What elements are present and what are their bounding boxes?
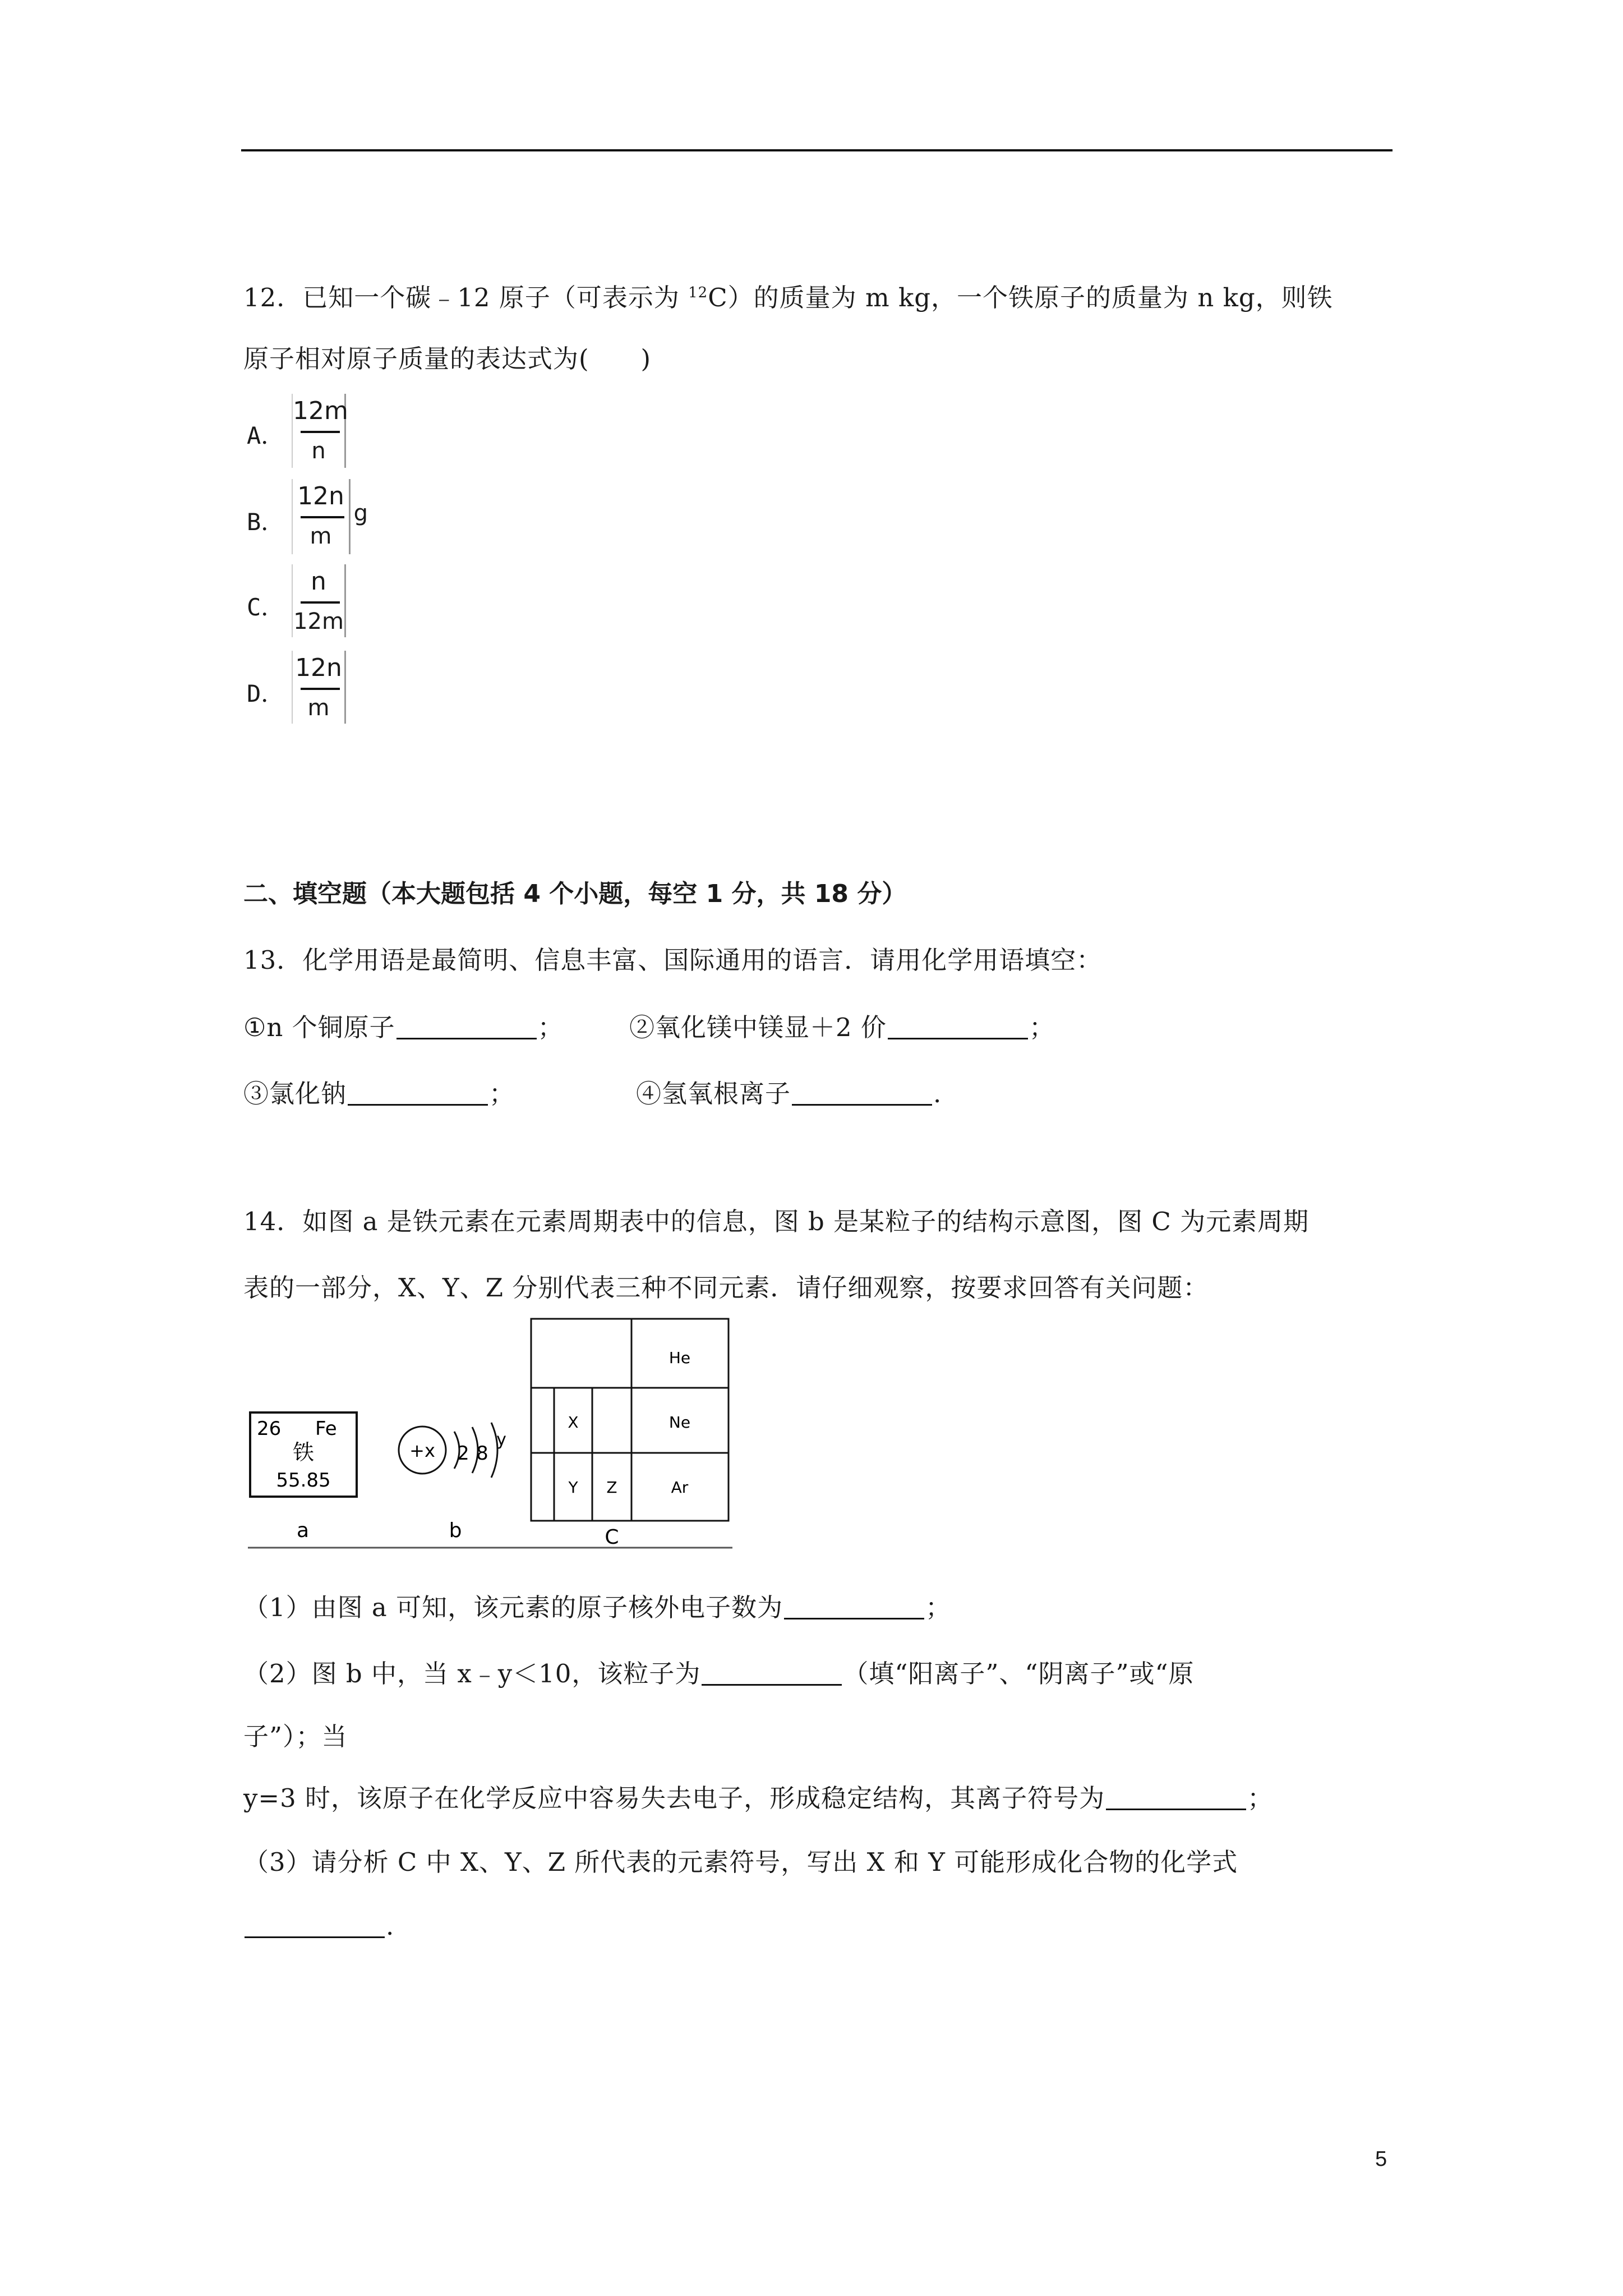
- q14-sub3-answer: .: [243, 1910, 394, 1943]
- answer-blank[interactable]: [792, 1079, 932, 1106]
- q13-intro: 13．化学用语是最简明、信息丰富、国际通用的语言．请用化学用语填空：: [243, 945, 1103, 975]
- answer-blank[interactable]: [348, 1079, 488, 1106]
- element-symbol: Fe: [315, 1418, 337, 1440]
- option-b-label[interactable]: B．: [247, 508, 285, 536]
- q14-sub1: （1）由图 a 可知，该元素的原子核外电子数为 ；: [243, 1593, 952, 1622]
- shell-electrons-2: 8: [476, 1442, 488, 1465]
- element-name: 铁: [292, 1440, 315, 1465]
- q14-sub2-line1: （2）图 b 中，当 x﹣y＜10，该粒子为 （填“阳离子”、“阴离子”或“原: [243, 1659, 1195, 1688]
- cell-y: Y: [568, 1478, 578, 1497]
- cell-ar: Ar: [671, 1478, 689, 1497]
- option-c-fraction: n 12m: [292, 564, 346, 637]
- page-number: 5: [1375, 2147, 1387, 2171]
- answer-blank[interactable]: [245, 1912, 385, 1938]
- q14-sub2-line3: y=3 时，该原子在化学反应中容易失去电子，形成稳定结构，其离子符号为 ；: [243, 1783, 1274, 1813]
- label-b: b: [449, 1519, 462, 1542]
- cell-x: X: [568, 1413, 579, 1432]
- atomic-number: 26: [257, 1418, 282, 1440]
- q14-line2: 表的一部分，X、Y、Z 分别代表三种不同元素．请仔细观察，按要求回答有关问题：: [243, 1273, 1209, 1303]
- q12-line2: 原子相对原子质量的表达式为( ): [243, 344, 652, 374]
- nuclear-charge: +x: [409, 1440, 435, 1461]
- q13-item4: ④氢氧根离子 .: [636, 1079, 942, 1108]
- cell-z: Z: [606, 1478, 617, 1497]
- q13-item3: ③氯化钠 ；: [243, 1079, 515, 1108]
- option-c-label[interactable]: C．: [247, 593, 285, 621]
- q14-sub3: （3）请分析 C 中 X、Y、Z 所代表的元素符号，写出 X 和 Y 可能形成化合物的化学式: [243, 1847, 1238, 1877]
- atomic-mass: 55.85: [276, 1469, 331, 1492]
- option-a-fraction: 12m n: [292, 394, 346, 468]
- shell-electrons-1: 2: [457, 1442, 469, 1465]
- q14-line1: 14．如图 a 是铁元素在元素周期表中的信息，图 b 是某粒子的结构示意图，图 C 为元素周期: [243, 1207, 1310, 1236]
- section-heading: 二、填空题（本大题包括 4 个小题，每空 1 分，共 18 分）: [243, 880, 907, 908]
- periodic-figure: [247, 1313, 735, 1551]
- answer-blank[interactable]: [888, 1013, 1028, 1039]
- answer-blank[interactable]: [702, 1659, 842, 1686]
- cell-ne: Ne: [668, 1413, 691, 1432]
- option-b-fraction: 12n m g: [292, 479, 351, 554]
- label-c: C: [605, 1526, 619, 1549]
- q12-line1: 12．已知一个碳﹣12 原子（可表示为 $^{12}$C）的质量为 m kg，一个铁原子的质量为 n kg，则铁: [243, 283, 1333, 312]
- q13-item2: ②氧化镁中镁显＋2 价 ；: [629, 1013, 1055, 1042]
- option-d-label[interactable]: D．: [247, 680, 285, 707]
- q13-item1: ①n 个铜原子 ；: [243, 1013, 564, 1042]
- periodic-table-frame: [531, 1319, 728, 1521]
- header-rule: [241, 149, 1393, 151]
- answer-blank[interactable]: [784, 1593, 924, 1619]
- label-a: a: [296, 1519, 310, 1542]
- cell-he: He: [668, 1349, 691, 1367]
- answer-blank[interactable]: [396, 1013, 537, 1039]
- answer-blank[interactable]: [1106, 1784, 1246, 1810]
- q14-sub2-line2: 子”）；当: [243, 1722, 348, 1751]
- option-d-fraction: 12n m: [292, 651, 346, 724]
- option-a-label[interactable]: A．: [247, 422, 285, 449]
- shell-electrons-3: y: [496, 1430, 506, 1450]
